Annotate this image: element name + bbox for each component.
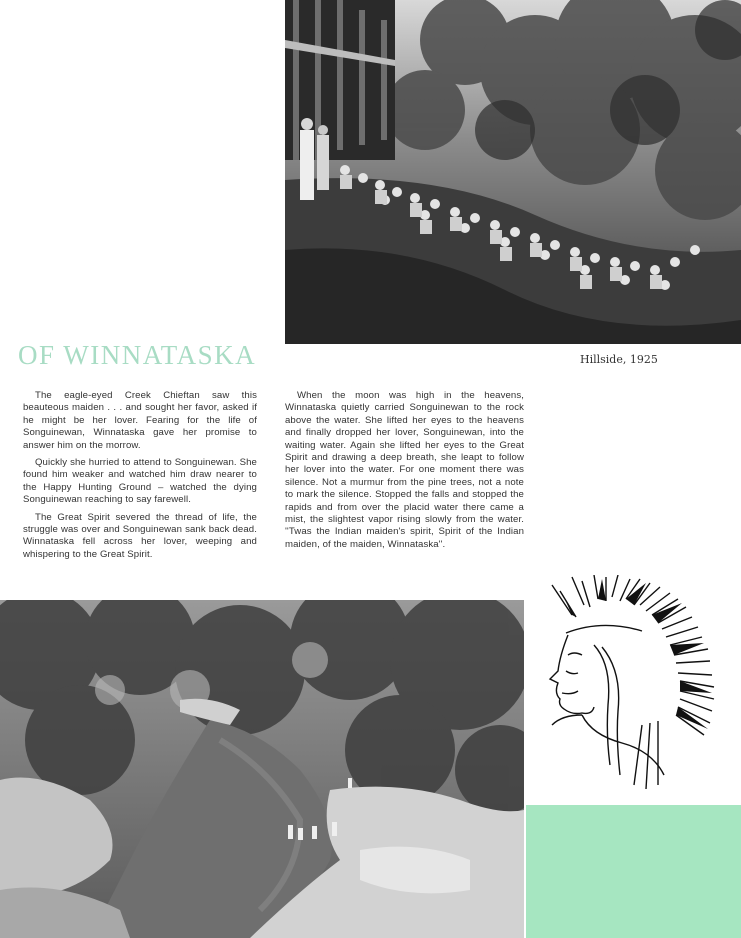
- story-left-column: [23, 390, 257, 566]
- river-photo-image: [0, 600, 524, 938]
- chief-illustration: [532, 575, 728, 790]
- story-paragraph: The Great Spirit severed the thread of life, the struggle was over and Songuinewan sank back dead. Winnataska fell across her lover, weeping and whispering to the Great Spirit.: [23, 511, 257, 560]
- photo-caption: Hillside, 1925: [580, 353, 658, 366]
- story-paragraph: When the moon was high in the heavens, Winnataska quietly carried Songuinewan to the rock above the water. She lifted her eyes to the heavens and finally dropped her lover, Songuinewan, into the waiting water. Again she lifted her eyes to the Great Spirit and drawing a deep breath, she leapt to follow her lover into the water. For one moment there was silence. Not a murmur from the pine trees, not a note to mark the silence. Stopped the falls and stopped the rapids and from over the placid water there came a mist, the slightest vapor rising slowly from the water. ''Twas the Indian maiden's spirit, Spirit of the Indian maiden, of the maiden, Winnataska''.: [285, 390, 524, 550]
- accent-color-block: [526, 805, 741, 938]
- hillside-photo-image: [285, 0, 741, 344]
- river-photo: [0, 600, 524, 938]
- story-paragraph: Quickly she hurried to attend to Songuinewan. She found him weaker and watched him draw nearer to the Happy Hunting Ground – watched the dying Songuinewan reaching to say farewell.: [23, 457, 257, 506]
- hillside-photo: [285, 0, 741, 344]
- story-right-column: [285, 390, 524, 556]
- chief-headdress-drawing: [532, 575, 728, 790]
- page-headline: OF WINNATASKA: [18, 340, 257, 370]
- story-paragraph: The eagle-eyed Creek Chieftan saw this beauteous maiden . . . and sought her favor, asked if he might be her lover. Fearing for the life of Songuinewan, Winnataska gave her promise to answer him on the morrow.: [23, 390, 257, 451]
